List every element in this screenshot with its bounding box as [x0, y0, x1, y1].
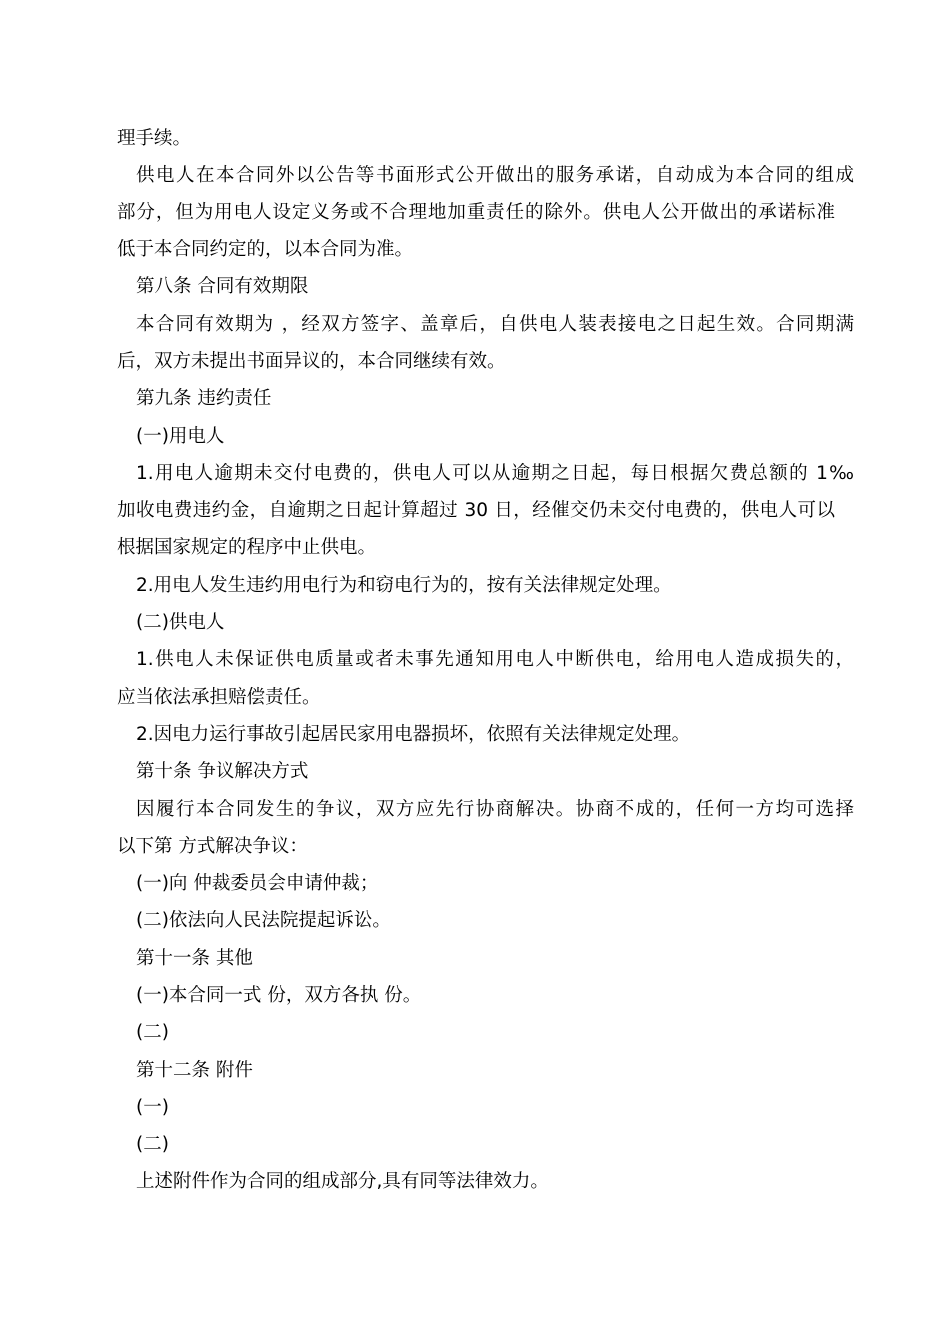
text-line: 本合同有效期为 ，经双方签字、盖章后，自供电人装表接电之日起生效。合同期满 [136, 314, 854, 335]
text-line: (一)向 仲裁委员会申请仲裁； [136, 873, 379, 894]
text-line: 2.用电人发生违约用电行为和窃电行为的，按有关法律规定处理。 [136, 575, 672, 596]
section-heading: 第十二条 附件 [136, 1060, 253, 1081]
text-line: 供电人在本合同外以公告等书面形式公开做出的服务承诺，自动成为本合同的组成 [136, 165, 854, 186]
subsection-label: (二)供电人 [136, 612, 225, 633]
section-heading: 第八条 合同有效期限 [136, 276, 309, 297]
text-line: 根据国家规定的程序中止供电。 [117, 537, 377, 558]
section-heading: 第十一条 其他 [136, 948, 253, 969]
text-line: 1.供电人未保证供电质量或者未事先通知用电人中断供电，给用电人造成损失的， [136, 649, 854, 670]
text-line: 1.用电人逾期未交付电费的，供电人可以从逾期之日起，每日根据欠费总额的 1‰ [136, 463, 854, 484]
text-line: 因履行本合同发生的争议，双方应先行协商解决。协商不成的，任何一方均可选择 [136, 799, 854, 820]
text-line: (一) [136, 1097, 169, 1118]
text-line: (二) [136, 1134, 169, 1155]
section-heading: 第十条 争议解决方式 [136, 761, 309, 782]
text-line: 应当依法承担赔偿责任。 [117, 687, 321, 708]
text-line: 上述附件作为合同的组成部分,具有同等法律效力。 [136, 1171, 549, 1192]
text-line: (一)本合同一式 份，双方各执 份。 [136, 985, 422, 1006]
text-line: 以下第 方式解决争议： [117, 836, 308, 857]
section-heading: 第九条 违约责任 [136, 388, 272, 409]
text-line: 部分，但为用电人设定义务或不合理地加重责任的除外。供电人公开做出的承诺标准 [117, 202, 835, 223]
text-line: (二)依法向人民法院提起诉讼。 [136, 910, 391, 931]
text-line: 后，双方未提出书面异议的，本合同继续有效。 [117, 351, 506, 372]
text-line: 加收电费违约金，自逾期之日起计算超过 30 日，经催交仍未交付电费的，供电人可以 [117, 500, 835, 521]
subsection-label: (一)用电人 [136, 426, 225, 447]
text-line: 理手续。 [117, 128, 192, 149]
text-line: (二) [136, 1022, 169, 1043]
text-line: 2.因电力运行事故引起居民家用电器损坏，依照有关法律规定处理。 [136, 724, 691, 745]
text-line: 低于本合同约定的，以本合同为准。 [117, 239, 414, 260]
